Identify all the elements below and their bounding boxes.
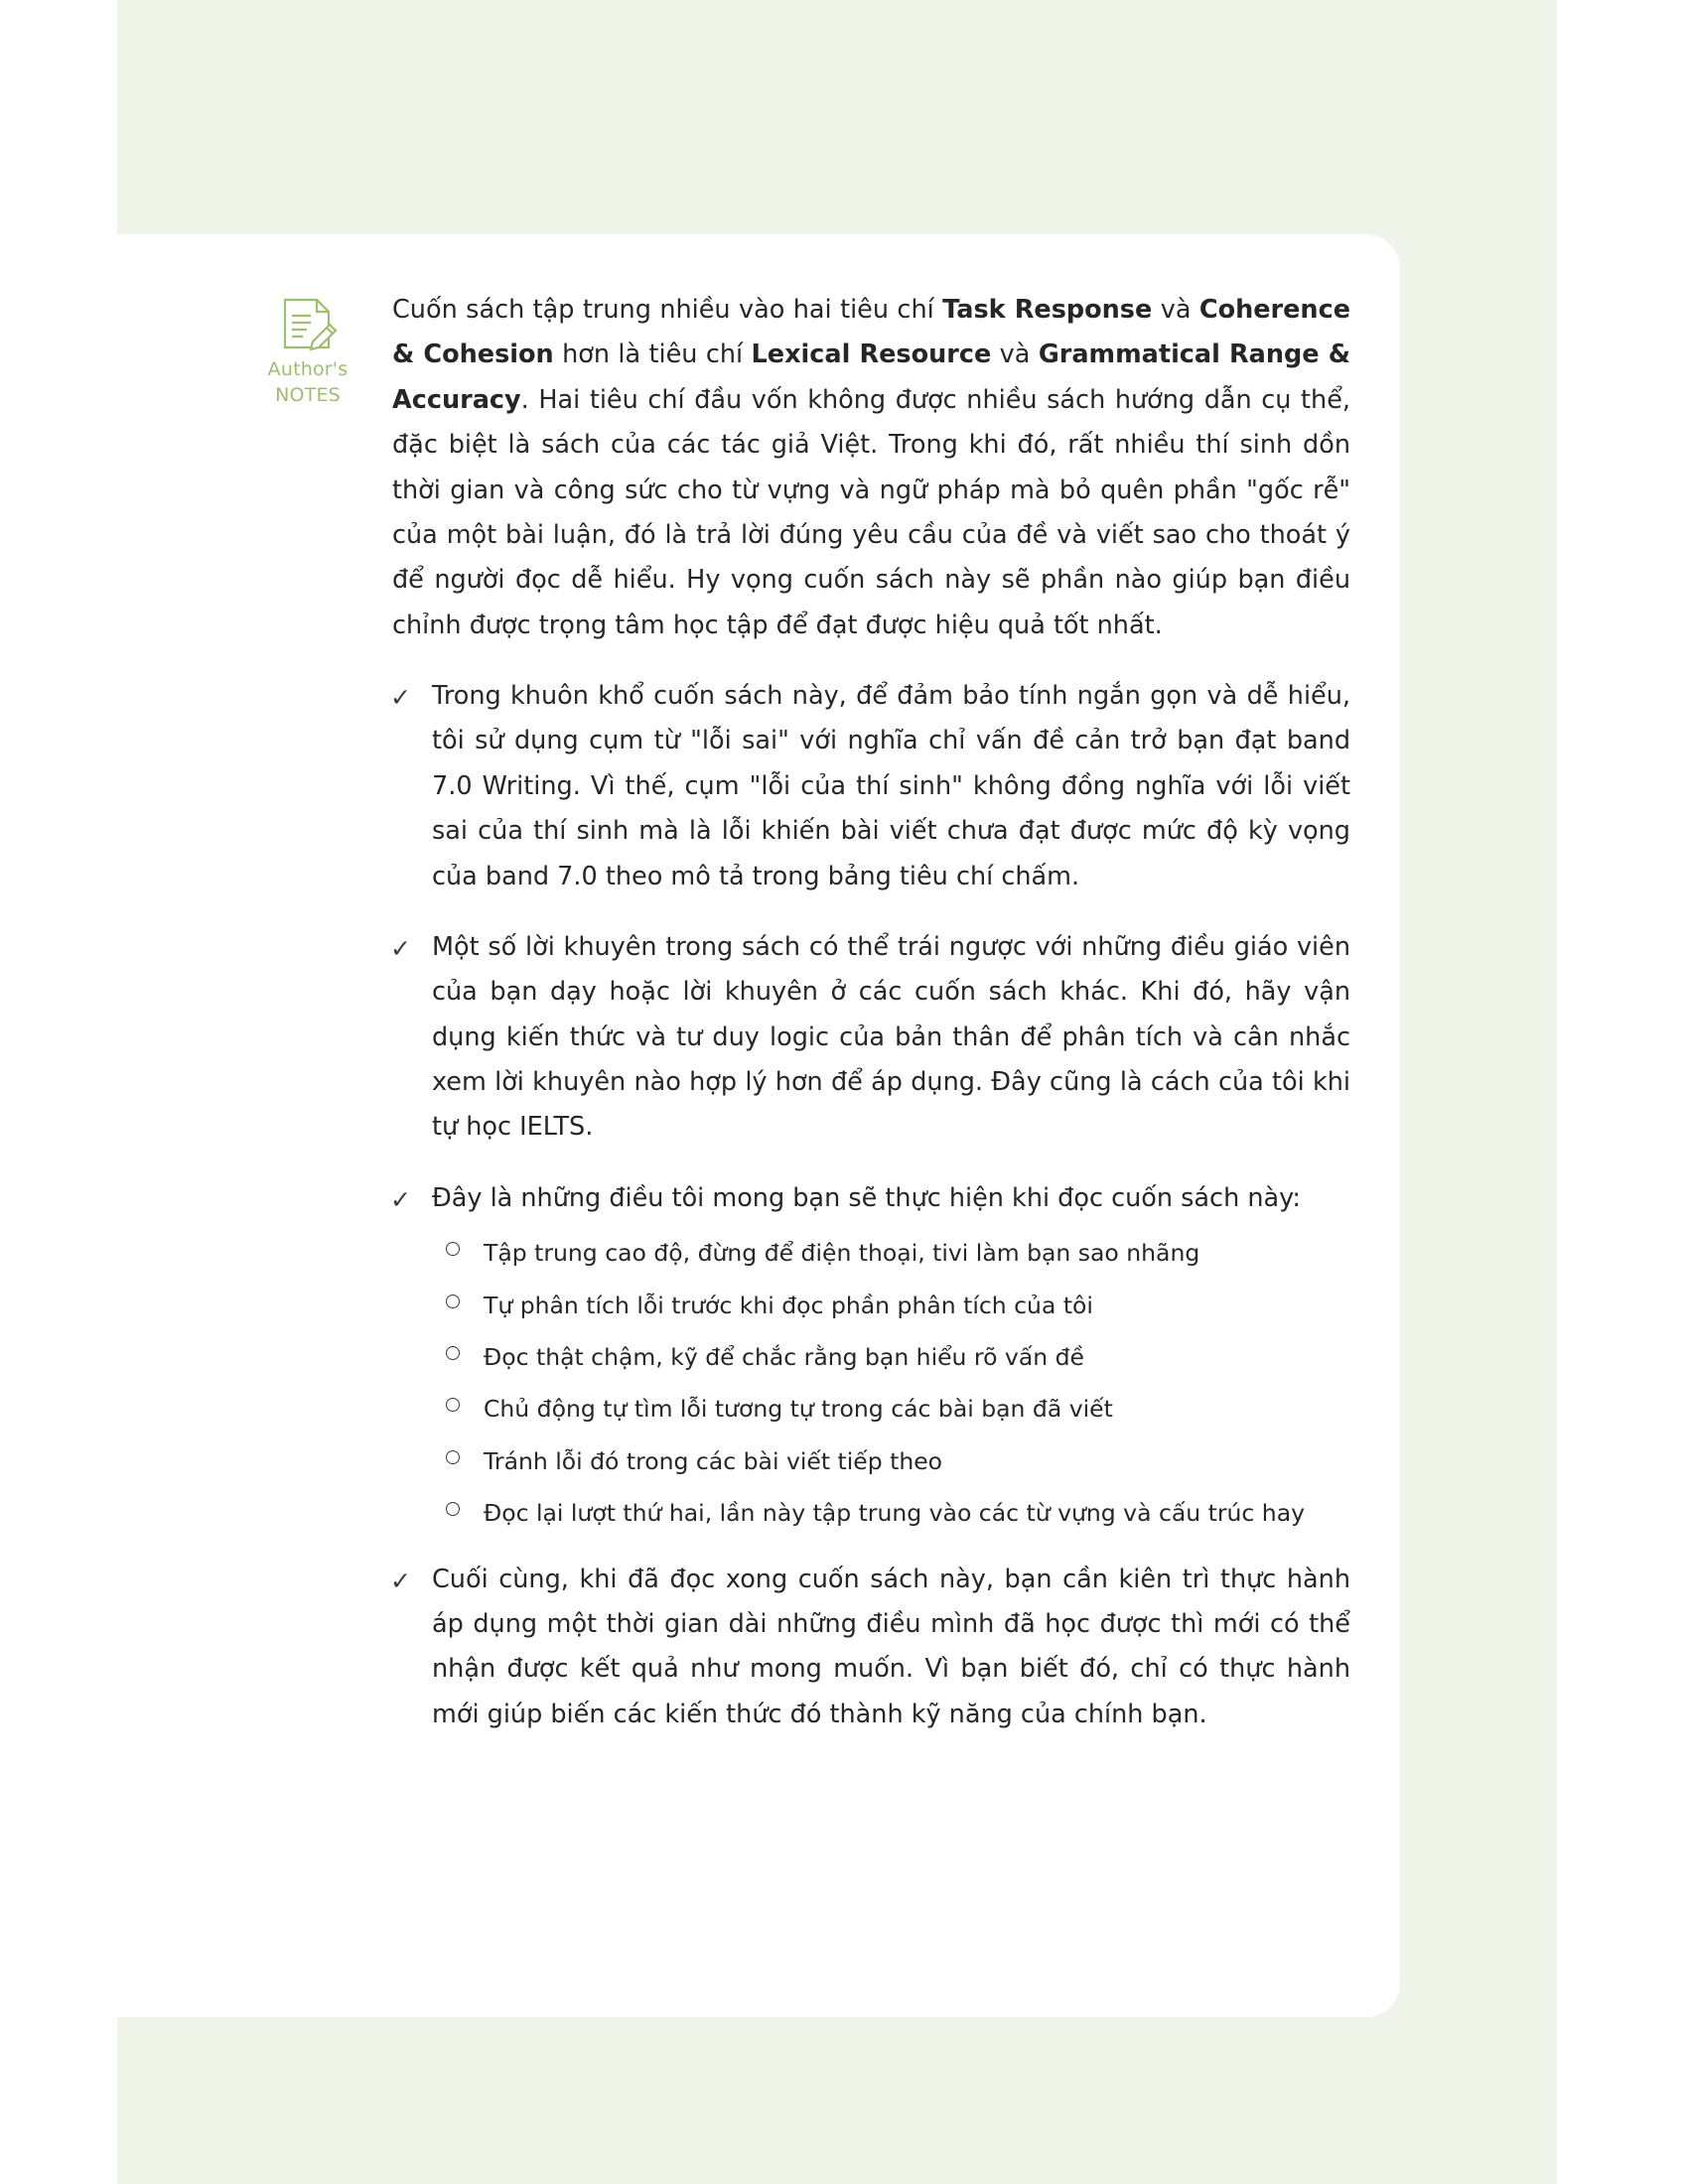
notes-sub-list bbox=[432, 1235, 1350, 1532]
sub-list-item bbox=[484, 1391, 1350, 1427]
list-item bbox=[390, 674, 1350, 899]
sub-list-item bbox=[484, 1339, 1350, 1375]
intro-bold-task-response: Task Response bbox=[942, 295, 1153, 325]
intro-bold-coherence-cohesion: Coherence & Cohesion bbox=[392, 295, 1350, 370]
authors-notes-label-line2: NOTES bbox=[275, 383, 341, 406]
intro-text-4: và bbox=[991, 340, 1039, 370]
list-item bbox=[390, 1176, 1350, 1532]
list-item-text: Một số lời khuyên trong sách có thể trái ngược với những điều giáo viên của bạn dạy hoặc lời khuyên ở các cuốn sách khác. Khi đó, hãy vận dụng kiến thức và tư duy logic của bản thân để phân tích và cân nhắc xem lời khuyên nào hợp lý hơn để áp dụng. Đây cũng là cách của tôi khi tự học IELTS. bbox=[432, 931, 1350, 1143]
intro-bold-lexical-resource: Lexical Resource bbox=[751, 340, 992, 370]
intro-text-5: . Hai tiêu chí đầu vốn không được nhiều sách hướng dẫn cụ thể, đặc biệt là sách của các tác giả Việt. Trong khi đó, rất nhiều thí sinh dồn thời gian và công sức cho từ vựng và ngữ pháp mà bỏ quên phần "gốc rễ" của một bài luận, đó là trả lời đúng yêu cầu của đề và viết sao cho thoát ý để người đọc dễ hiểu. Hy vọng cuốn sách này sẽ phần nào giúp bạn điều chỉnh được trọng tâm học tập để đạt được hiệu quả tốt nhất. bbox=[392, 384, 1350, 640]
list-item-text: Cuối cùng, khi đã đọc xong cuốn sách này, bạn cần kiên trì thực hành áp dụng một thời gian dài những điều mình đã học được thì mới có thể nhận được kết quả như mong muốn. Vì bạn biết đó, chỉ có thực hành mới giúp biến các kiến thức đó thành kỹ năng của chính bạn. bbox=[432, 1564, 1350, 1729]
intro-paragraph bbox=[248, 288, 1350, 648]
check-icon: ✓ bbox=[390, 933, 411, 963]
page-content bbox=[248, 288, 1350, 1737]
check-icon: ✓ bbox=[390, 683, 411, 712]
sub-list-item bbox=[484, 1235, 1350, 1271]
check-icon: ✓ bbox=[390, 1566, 411, 1595]
sub-list-item-text: Đọc lại lượt thứ hai, lần này tập trung vào các từ vựng và cấu trúc hay bbox=[484, 1499, 1305, 1528]
intro-text-3: hơn là tiêu chí bbox=[553, 340, 752, 370]
authors-notes-badge bbox=[248, 296, 367, 408]
notes-bullet-list bbox=[248, 674, 1350, 1737]
list-item bbox=[390, 1558, 1350, 1738]
list-item-text: Đây là những điều tôi mong bạn sẽ thực hiện khi đọc cuốn sách này: bbox=[432, 1182, 1301, 1213]
intro-text-2: và bbox=[1152, 295, 1199, 325]
list-item-text: Trong khuôn khổ cuốn sách này, để đảm bảo tính ngắn gọn và dễ hiểu, tôi sử dụng cụm từ "lỗi sai" với nghĩa chỉ vấn đề cản trở bạn đạt band 7.0 Writing. Vì thế, cụm "lỗi của thí sinh" không đồng nghĩa với lỗi viết sai của thí sinh mà là lỗi khiến bài viết chưa đạt được mức độ kỳ vọng của band 7.0 theo mô tả trong bảng tiêu chí chấm. bbox=[432, 681, 1350, 891]
circle-bullet-icon bbox=[446, 1450, 460, 1464]
notes-document-pencil-icon bbox=[248, 296, 367, 357]
sub-list-item-text: Tránh lỗi đó trong các bài viết tiếp theo bbox=[484, 1446, 943, 1475]
authors-notes-label-line1: Author's bbox=[267, 358, 349, 380]
sub-list-item-text: Tập trung cao độ, đừng để điện thoại, tivi làm bạn sao nhãng bbox=[484, 1239, 1200, 1268]
circle-bullet-icon bbox=[446, 1346, 460, 1360]
circle-bullet-icon bbox=[446, 1398, 460, 1412]
list-item bbox=[390, 925, 1350, 1151]
sub-list-item-text: Chủ động tự tìm lỗi tương tự trong các bài bạn đã viết bbox=[484, 1395, 1113, 1424]
intro-text-1: Cuốn sách tập trung nhiều vào hai tiêu chí bbox=[392, 295, 943, 325]
sub-list-item-text: Tự phân tích lỗi trước khi đọc phần phân tích của tôi bbox=[484, 1291, 1093, 1319]
intro-bold-grammatical-range: Grammatical Range & Accuracy bbox=[392, 340, 1350, 415]
circle-bullet-icon bbox=[446, 1502, 460, 1516]
sub-list-item-text: Đọc thật chậm, kỹ để chắc rằng bạn hiểu rõ vấn đề bbox=[484, 1342, 1084, 1371]
sub-list-item bbox=[484, 1288, 1350, 1323]
circle-bullet-icon bbox=[446, 1295, 460, 1308]
sub-list-item bbox=[484, 1443, 1350, 1479]
circle-bullet-icon bbox=[446, 1242, 460, 1256]
check-icon: ✓ bbox=[390, 1184, 411, 1214]
sub-list-item bbox=[484, 1495, 1350, 1531]
